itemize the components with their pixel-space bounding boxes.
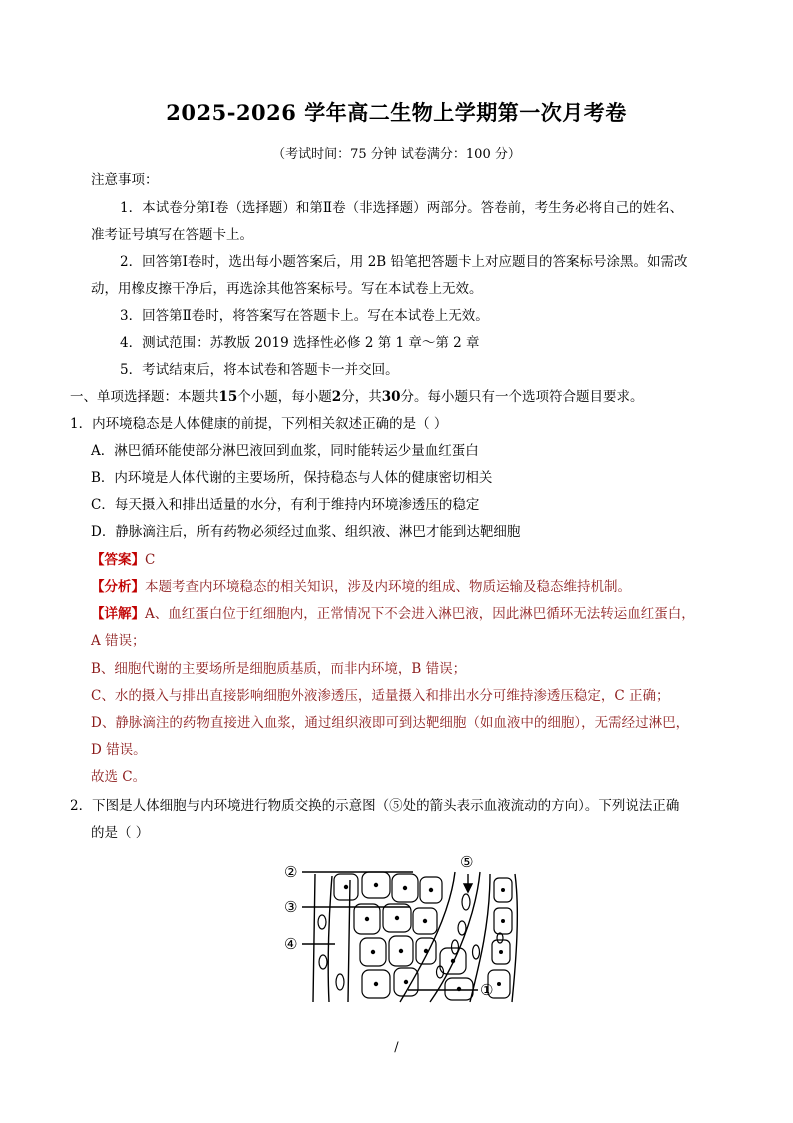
detail-line [91,604,695,624]
detail-text: 故选 C。 [91,769,147,785]
label-2: ② [284,863,298,881]
question-2-stem: 2．下图是人体细胞与内环境进行物质交换的示意图（⑤处的箭头表示血液流动的方向）。下列说法正确 [70,798,680,814]
note-item: 4．测试范围：苏教版 2019 选择性必修 2 第 1 章～第 2 章 [120,335,480,351]
detail-tag: 【详解】 [91,606,145,622]
analysis-tag: 【分析】 [91,579,145,595]
option-d: D．静脉滴注后，所有药物必须经过血浆、组织液、淋巴才能到达靶细胞 [91,524,521,540]
detail-text: D、静脉滴注的药物直接进入血浆，通过组织液即可到达靶细胞（如血液中的细胞），无需经过淋巴， [91,715,690,731]
detail-text: A 错误； [91,633,146,649]
page-title: 2025-2026 学年高二生物上学期第一次月考卷 [166,100,627,125]
option-b: B．内环境是人体代谢的主要场所，保持稳态与人体的健康密切相关 [91,470,493,486]
label-5: ⑤ [460,853,474,871]
question-2-stem: 的是（ ） [91,825,150,841]
option-c: C．每天摄入和排出适量的水分，有利于维持内环境渗透压的稳定 [91,497,480,513]
exam-info: （考试时间：75 分钟 试卷满分：100 分） [272,147,521,162]
analysis-line [91,577,631,597]
note-item: 准考证号填写在答题卡上。 [91,227,253,243]
detail-text: B、细胞代谢的主要场所是细胞质基质，而非内环境，B 错误； [91,661,467,677]
detail-text: D 错误。 [91,742,147,758]
answer-line [91,550,155,570]
question-1-stem: 1．内环境稳态是人体健康的前提，下列相关叙述正确的是（ ） [70,416,448,432]
detail-text: C、水的摄入与排出直接影响细胞外液渗透压，适量摄入和排出水分可维持渗透压稳定，C 正确； [91,688,670,704]
answer-value: C [145,552,156,568]
note-item: 动，用橡皮擦干净后，再选涂其他答案标号。写在本试卷上无效。 [91,281,483,297]
analysis-text: 本题考查内环境稳态的相关知识，涉及内环境的组成、物质运输及稳态维持机制。 [145,579,631,595]
notes-heading: 注意事项： [91,172,159,188]
label-1: ① [480,981,494,999]
detail-text: A、血红蛋白位于红细胞内，正常情况下不会进入淋巴液，因此淋巴循环无法转运血红蛋白， [145,606,695,622]
note-item: 2．回答第Ⅰ卷时，选出每小题答案后，用 2B 铅笔把答题卡上对应题目的答案标号涂黑。如需改 [120,254,688,270]
label-3: ③ [284,898,298,916]
note-item: 5．考试结束后，将本试卷和答题卡一并交回。 [120,362,399,378]
note-item: 1．本试卷分第Ⅰ卷（选择题）和第Ⅱ卷（非选择题）两部分。答卷前，考生务必将自己的姓名、 [120,200,684,216]
page-number: / [394,1040,399,1055]
cell-exchange-diagram [280,852,530,1012]
section-heading: 一、单项选择题：本题共15个小题，每小题2分，共30分。每小题只有一个选项符合题目要求。 [70,389,644,405]
note-item: 3．回答第Ⅱ卷时，将答案写在答题卡上。写在本试卷上无效。 [120,308,489,324]
answer-tag: 【答案】 [91,552,145,568]
label-4: ④ [284,935,298,953]
option-a: A．淋巴循环能使部分淋巴液回到血浆，同时能转运少量血红蛋白 [91,443,479,459]
